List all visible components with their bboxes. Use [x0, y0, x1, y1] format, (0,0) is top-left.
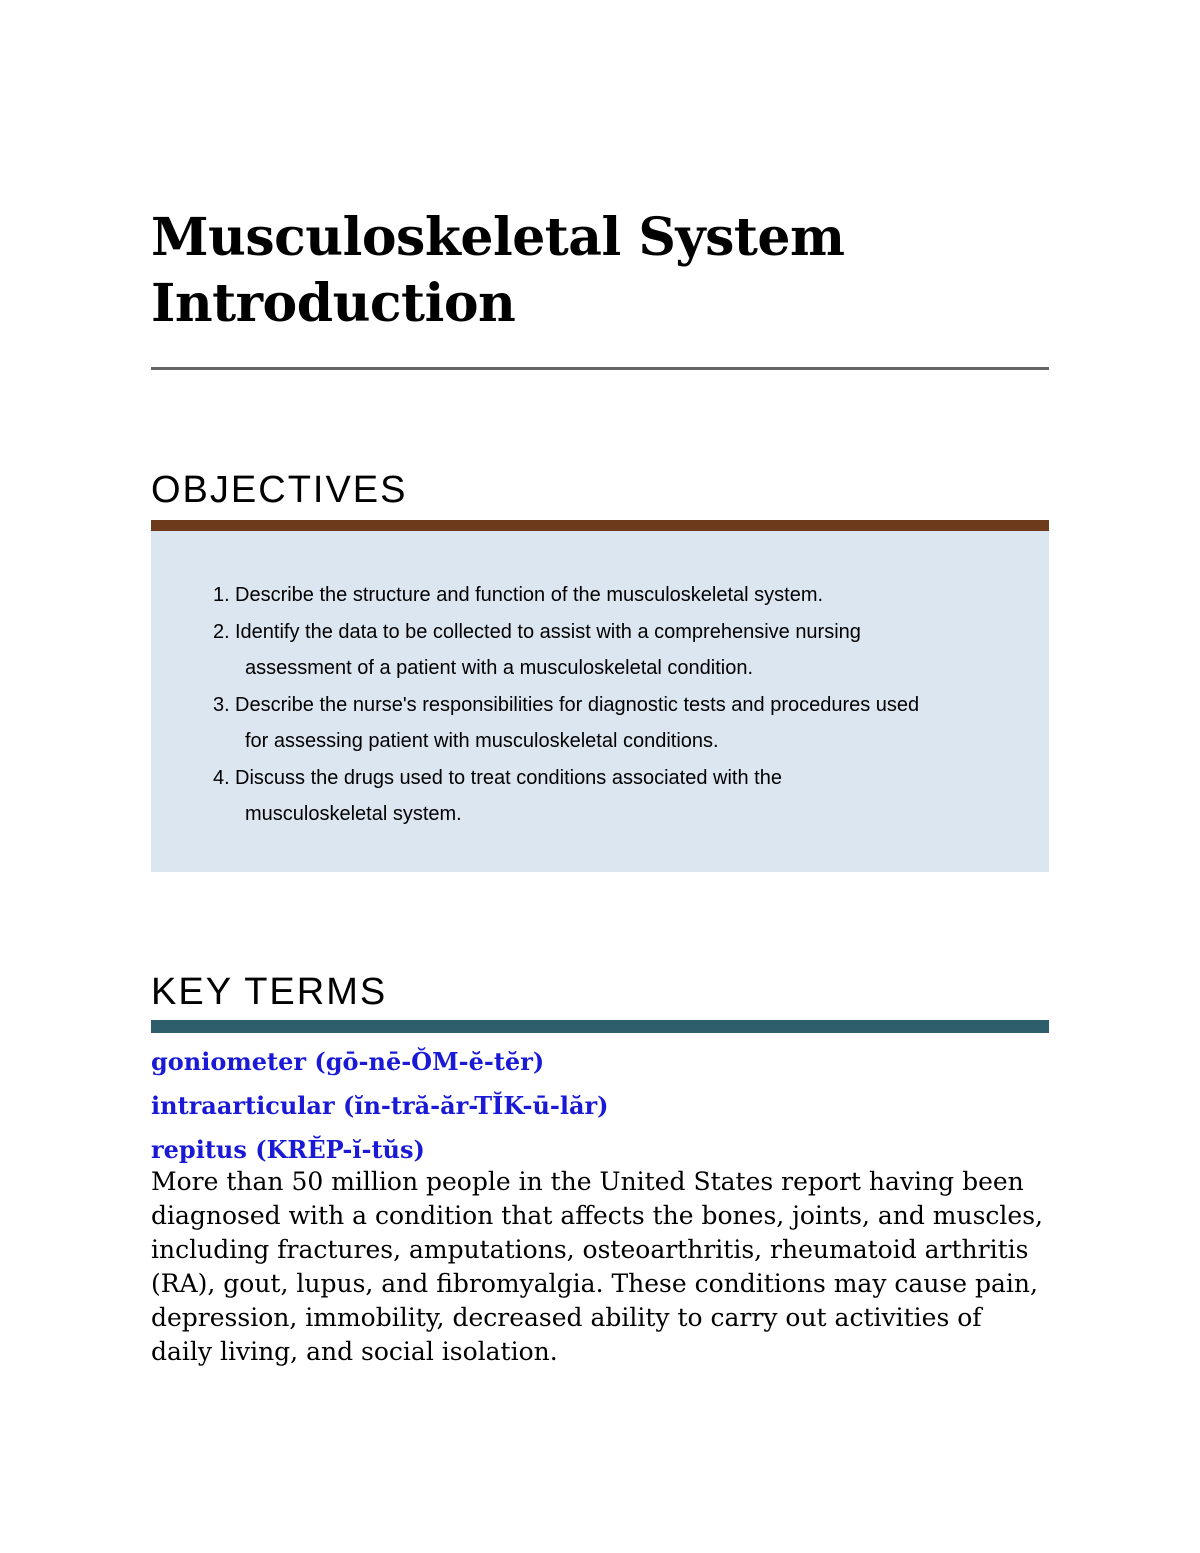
key-terms-accent-bar	[151, 1020, 1049, 1033]
objective-item	[213, 577, 1013, 614]
objectives-accent-bar	[151, 520, 1049, 531]
objective-line: Discuss the drugs used to treat conditions associated with the	[235, 766, 782, 789]
objective-number: 3.	[213, 693, 230, 716]
objectives-heading: OBJECTIVES	[151, 469, 408, 511]
objective-line-continued: musculoskeletal system.	[245, 803, 462, 825]
objective-line-continued: assessment of a patient with a musculoskeletal condition.	[245, 657, 754, 679]
objective-number: 2.	[213, 620, 230, 643]
page-title-line-2: Introduction	[151, 273, 516, 334]
objective-text	[235, 687, 1013, 760]
objective-item	[213, 687, 1013, 760]
objective-text	[235, 577, 1013, 614]
objective-text	[235, 760, 1013, 833]
objective-line: Identify the data to be collected to assist with a comprehensive nursing	[235, 620, 861, 643]
key-term: goniometer (gō-nē-ŎM-ĕ-tĕr)	[151, 1047, 545, 1076]
objective-text	[235, 614, 1013, 687]
key-terms-list	[151, 1040, 1049, 1172]
objectives-list	[213, 577, 1013, 833]
objective-number: 1.	[213, 584, 230, 606]
objective-line: Describe the structure and function of the musculoskeletal system.	[235, 584, 824, 606]
title-divider	[151, 367, 1049, 370]
key-terms-heading: KEY TERMS	[151, 971, 388, 1013]
objective-number: 4.	[213, 766, 230, 789]
page-title	[151, 205, 1049, 337]
objective-line-continued: for assessing patient with musculoskeletal conditions.	[245, 730, 719, 752]
objectives-panel	[151, 531, 1049, 872]
objective-item	[213, 760, 1013, 833]
key-term: intraarticular (ĭn-tră-ăr-TĬK-ū-lăr)	[151, 1091, 609, 1120]
key-term: repitus (KRĔP-ĭ-tŭs)	[151, 1135, 425, 1164]
objective-line: Describe the nurse's responsibilities for diagnostic tests and procedures used	[235, 693, 920, 716]
page-title-line-1: Musculoskeletal System	[151, 207, 845, 268]
intro-paragraph: More than 50 million people in the United States report having been diagnosed with a condition that affects the bones, joints, and muscles, including fractures, amputations, osteoarthritis, rheumatoid arthritis (RA), gout, lupus, and fibromyalgia. These conditions may cause pain, depression, immobility, decreased ability to carry out activities of daily living, and social isolation.	[151, 1167, 1043, 1366]
objective-item	[213, 614, 1013, 687]
